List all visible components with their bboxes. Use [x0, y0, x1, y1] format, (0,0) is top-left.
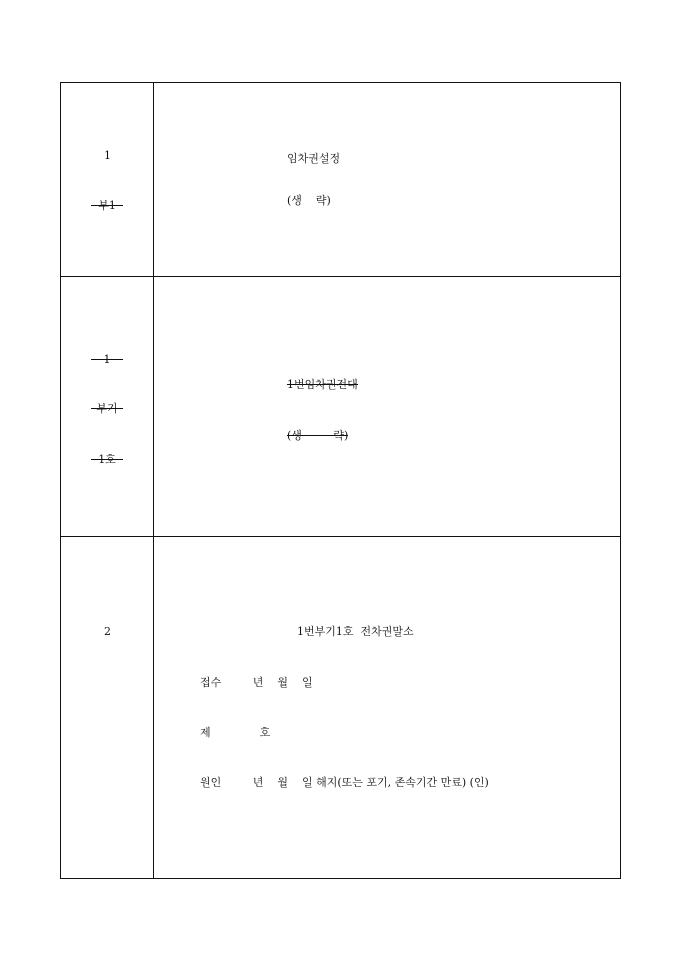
entry-detail: (생 략)	[287, 194, 331, 207]
rank-number-cell	[61, 83, 154, 276]
table-row	[61, 83, 620, 276]
struck-rank-label: 부1	[91, 199, 123, 212]
struck-rank-supplement: 부기	[91, 402, 123, 415]
rank-number-cell	[61, 277, 154, 536]
cause-line: 원인 년 월 일 해지(또는 포기, 존속기간 만료) (인)	[200, 776, 489, 789]
rank-number-cell	[61, 537, 154, 878]
struck-entry-detail: (생 략)	[287, 429, 349, 442]
entry-content-cell	[154, 83, 620, 276]
struck-rank-item: 1호	[91, 453, 123, 466]
rank-number: 1	[104, 149, 111, 162]
table-row	[61, 276, 620, 536]
struck-entry-purpose: 1번임차권전대	[287, 378, 358, 391]
struck-rank-number: 1	[91, 353, 123, 366]
table-row	[61, 536, 620, 878]
entry-purpose: 임차권설정	[287, 152, 341, 165]
rank-number: 2	[104, 625, 111, 638]
entry-purpose: 1번부기1호 전차권말소	[297, 625, 414, 638]
entry-content-cell	[154, 537, 620, 878]
receipt-line: 접수 년 월 일	[200, 676, 313, 689]
number-line: 제 호	[200, 726, 271, 739]
entry-content-cell	[154, 277, 620, 536]
registry-table	[60, 82, 621, 879]
